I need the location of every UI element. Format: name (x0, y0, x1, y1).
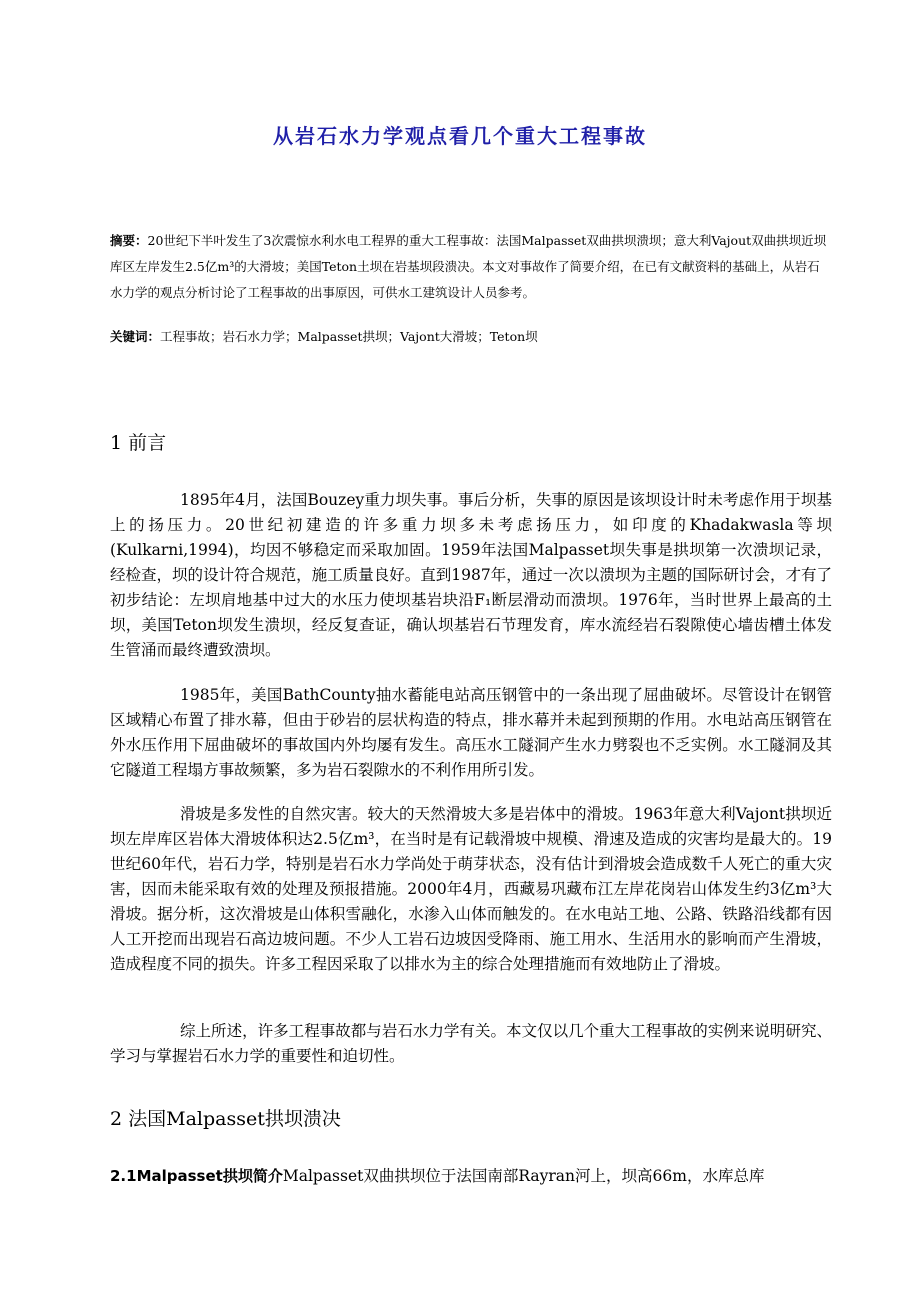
abstract-label: 摘要： (110, 233, 148, 248)
document-title: 从岩石水力学观点看几个重大工程事故 (273, 124, 647, 148)
paragraph: 1895年4月，法国Bouzey重力坝失事。事后分析，失事的原因是该坝设计时未考虑作用于坝基上的扬压力。20世纪初建造的许多重力坝多未考虑扬压力，如印度的Khadakwasla等坝(Kulkarni,1994)，均因不够稳定而采取加固。1959年法国Malpasset坝失事是拱坝第一次溃坝记录，经检查，坝的设计符合规范，施工质量良好。直到1987年，通过一次以溃坝为主题的国际研讨会，才有了初步结论：左坝肩地基中过大的水压力使坝基岩块沿F₁断层滑动而溃坝。1976年，当时世界上最高的土坝，美国Teton坝发生溃坝，经反复查证，确认坝基岩石节理发育，库水流经岩石裂隙使心墙齿槽土体发生管涌而最终遭致溃坝。 (110, 491, 832, 659)
abstract-text: 20世纪下半叶发生了3次震惊水利水电工程界的重大工程事故：法国Malpasset双曲拱坝溃坝；意大利Vajout双曲拱坝近坝库区左岸发生2.5亿m³的大滑坡；美国Teton土坝在岩基坝段溃决。本文对事故作了简要介绍，在已有文献资料的基础上，从岩石水力学的观点分析讨论了工程事故的出事原因，可供水工建筑设计人员参考。 (110, 233, 827, 300)
subsection-text: Malpasset双曲拱坝位于法国南部Rayran河上，坝高66m，水库总库 (282, 1167, 765, 1185)
abstract (110, 228, 830, 306)
section-heading-malpasset: 2 法国Malpasset拱坝溃决 (110, 1108, 341, 1130)
section-heading-introduction: 1 前言 (110, 432, 167, 454)
subsection-malpasset-intro (110, 1164, 832, 1189)
paragraph: 综上所述，许多工程事故都与岩石水力学有关。本文仅以几个重大工程事故的实例来说明研究、学习与掌握岩石水力学的重要性和迫切性。 (110, 1022, 832, 1065)
keywords-text: 工程事故；岩石水力学；Malpasset拱坝；Vajont大滑坡；Teton坝 (160, 329, 538, 344)
subsection-title: 2.1Malpasset拱坝简介 (110, 1167, 283, 1185)
keywords (110, 324, 830, 350)
keywords-label: 关键词： (110, 329, 161, 344)
paragraph: 滑坡是多发性的自然灾害。较大的天然滑坡大多是岩体中的滑坡。1963年意大利Vajont拱坝近坝左岸库区岩体大滑坡体积达2.5亿m³，在当时是有记载滑坡中规模、滑速及造成的灾害均是最大的。19世纪60年代，岩石力学，特别是岩石水力学尚处于萌芽状态，没有估计到滑坡会造成数千人死亡的重大灾害，因而未能采取有效的处理及预报措施。2000年4月，西藏易巩藏布江左岸花岗岩山体发生约3亿m³大滑坡。据分析，这次滑坡是山体积雪融化，水渗入山体而触发的。在水电站工地、公路、铁路沿线都有因人工开挖而出现岩石高边坡问题。不少人工岩石边坡因受降雨、施工用水、生活用水的影响而产生滑坡，造成程度不同的损失。许多工程因采取了以排水为主的综合处理措施而有效地防止了滑坡。 (110, 805, 832, 973)
paragraph: 1985年，美国BathCounty抽水蓄能电站高压钢管中的一条出现了屈曲破坏。尽管设计在钢管区域精心布置了排水幕，但由于砂岩的层状构造的特点，排水幕并未起到预期的作用。水电站高压钢管在外水压作用下屈曲破坏的事故国内外均屡有发生。高压水工隧洞产生水力劈裂也不乏实例。水工隧洞及其它隧道工程塌方事故频繁，多为岩石裂隙水的不利作用所引发。 (110, 686, 832, 779)
